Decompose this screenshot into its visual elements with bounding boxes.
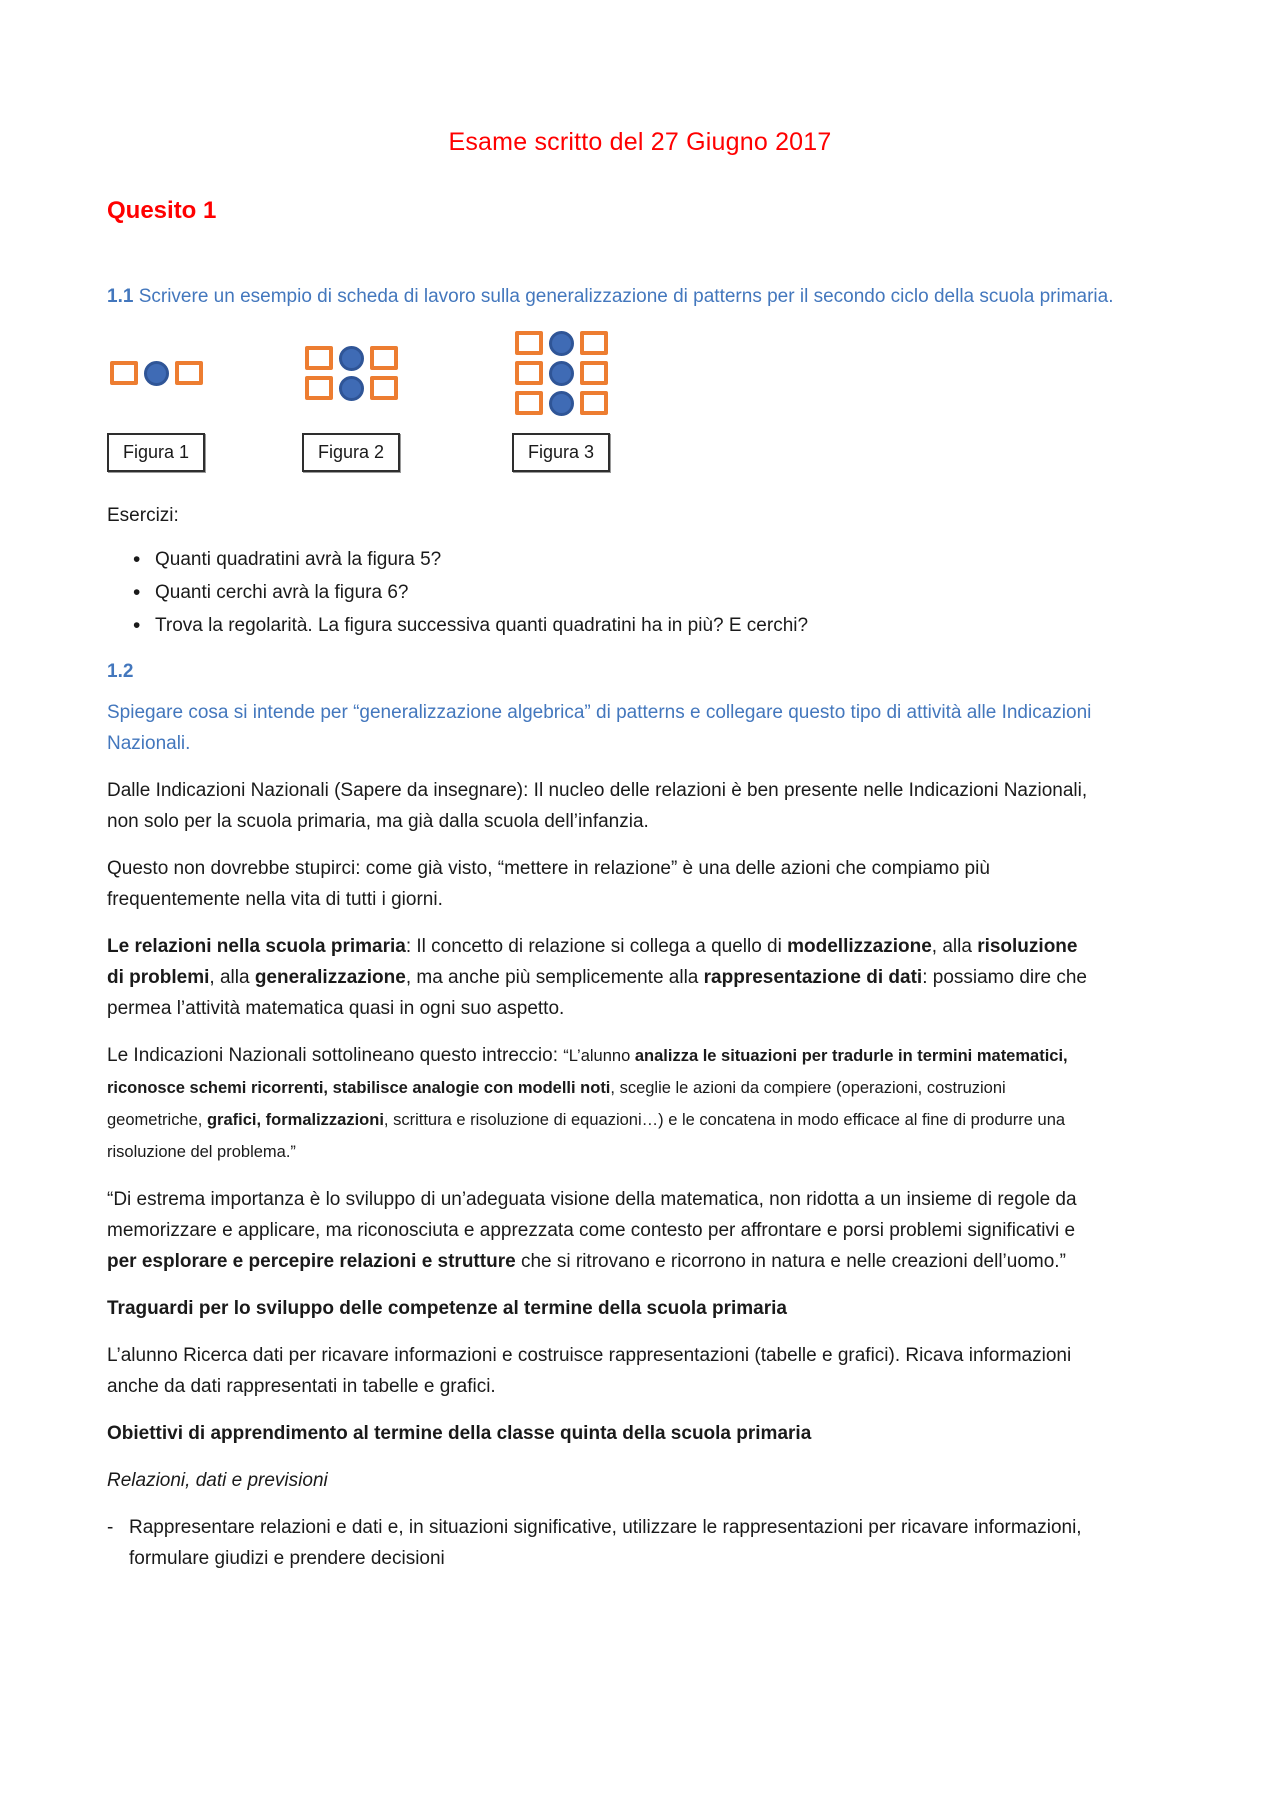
heading-obiettivi — [107, 1418, 1099, 1449]
figure-1-label: Figura 1 — [107, 433, 205, 472]
square-shape — [175, 361, 203, 385]
text-segment: per esplorare e percepire relazioni e strutture — [107, 1251, 516, 1272]
text-segment: modellizzazione — [787, 936, 932, 957]
esercizi-list — [133, 543, 1280, 642]
figure-2 — [302, 328, 400, 472]
circle-shape — [549, 391, 574, 416]
dash-marker: - — [107, 1517, 114, 1538]
figure-1 — [107, 328, 205, 472]
square-shape — [580, 331, 608, 355]
square-shape — [305, 346, 333, 370]
para-alunno-ricerca — [107, 1340, 1099, 1402]
figure-3-shapes — [515, 328, 608, 418]
para-intreccio — [107, 1040, 1099, 1168]
figure-row — [305, 346, 398, 371]
square-shape — [580, 391, 608, 415]
text-segment: Questo non dovrebbe stupirci: come già visto, “mettere in relazione” è una delle azioni che compiamo più frequentemente nella vita di tutti i giorni. — [107, 858, 990, 910]
text-segment: Le Indicazioni Nazionali sottolineano questo intreccio: — [107, 1045, 564, 1066]
quesito-heading: Quesito 1 — [107, 197, 217, 224]
circle-shape — [144, 361, 169, 386]
figure-row — [110, 361, 203, 386]
text-segment: Relazioni, dati e previsioni — [107, 1470, 328, 1491]
text-segment: risoluzione di problemi — [107, 936, 1078, 988]
square-shape — [515, 361, 543, 385]
circle-shape — [549, 361, 574, 386]
para-di-estrema-importanza — [107, 1184, 1099, 1277]
heading-relazioni-dati-previsioni — [107, 1465, 1099, 1496]
esercizi-item-3: • Trova la regolarità. La figura successiva quanti quadratini ha in più? E cerchi? — [133, 609, 1280, 642]
section-1-2-label: 1.2 — [107, 661, 134, 682]
dash-content — [129, 1512, 1099, 1574]
figure-row — [305, 376, 398, 401]
section-1-1 — [107, 281, 1145, 312]
figure-2-label: Figura 2 — [302, 433, 400, 472]
text-segment: grafici, formalizzazioni — [206, 1111, 384, 1129]
text-segment: , scrittura e risoluzione di equazioni…) e le concatena in modo efficace al fine di produrre una risoluzione del problema.” — [107, 1111, 1066, 1161]
figure-1-shapes — [110, 328, 203, 418]
figure-3 — [512, 328, 610, 472]
circle-shape — [339, 376, 364, 401]
section-1-2-text: Spiegare cosa si intende per “generalizzazione algebrica” di patterns e collegare questo tipo di attività alle Indicazioni Nazionali. — [107, 702, 1092, 754]
square-shape — [515, 391, 543, 415]
square-shape — [515, 331, 543, 355]
section-1-1-label: 1.1 — [107, 286, 134, 307]
esercizi-item-2: • Quanti cerchi avrà la figura 6? — [133, 576, 1280, 609]
esercizi-heading: Esercizi: — [107, 505, 179, 526]
item-rappresentare-relazioni — [107, 1512, 1099, 1574]
text-segment: Le relazioni nella scuola primaria — [107, 936, 406, 957]
text-segment: “L’alunno — [563, 1047, 635, 1065]
text-segment: “Di estrema importanza è lo sviluppo di un’adeguata visione della matematica, non ridotta a un insieme di regole da memorizzare e applicare, ma riconosciuta e apprezzata come contesto per affrontare e porsi problemi significativi e — [107, 1189, 1077, 1241]
section-1-1-text: Scrivere un esempio di scheda di lavoro sulla generalizzazione di patterns per il secondo ciclo della scuola primaria. — [133, 286, 1114, 307]
figure-3-label: Figura 3 — [512, 433, 610, 472]
text-segment: generalizzazione — [254, 967, 406, 988]
square-shape — [305, 376, 333, 400]
text-segment: Obiettivi di apprendimento al termine della classe quinta della scuola primaria — [107, 1423, 812, 1444]
figure-2-shapes — [305, 328, 398, 418]
esercizi-item-1: • Quanti quadratini avrà la figura 5? — [133, 543, 1280, 576]
text-segment: , ma anche più semplicemente alla — [405, 967, 704, 988]
para-questo-non-dovrebbe — [107, 853, 1099, 915]
heading-traguardi — [107, 1293, 1099, 1324]
document-paragraphs — [107, 775, 1280, 1574]
pattern-figures — [107, 328, 1099, 476]
square-shape — [370, 346, 398, 370]
text-segment: Rappresentare relazioni e dati e, in situazioni significative, utilizzare le rappresentazioni per ricavare informazioni, formulare giudizi e prendere decisioni — [129, 1517, 1082, 1569]
text-segment: che si ritrovano e ricorrono in natura e nelle creazioni dell’uomo.” — [515, 1251, 1066, 1272]
text-segment: : Il concetto di relazione si collega a quello di — [405, 936, 788, 957]
text-segment: : possiamo dire che permea l’attività matematica quasi in ogni suo aspetto. — [107, 967, 1087, 1019]
text-segment: , sceglie le azioni da compiere (operazioni, costruzioni geometriche, — [107, 1079, 1006, 1129]
text-segment: L’alunno Ricerca dati per ricavare informazioni e costruisce rappresentazioni (tabelle e grafici). Ricava informazioni anche da dati rappresentati in tabelle e grafici. — [107, 1345, 1072, 1397]
text-segment: rappresentazione di dati — [703, 967, 923, 988]
figure-row — [515, 391, 608, 416]
circle-shape — [339, 346, 364, 371]
circle-shape — [549, 331, 574, 356]
para-dalle-indicazioni — [107, 775, 1099, 837]
text-segment: , alla — [209, 967, 255, 988]
figure-row — [515, 361, 608, 386]
square-shape — [370, 376, 398, 400]
text-segment: analizza le situazioni per tradurle in termini matematici, riconosce schemi ricorrenti, stabilisce analogie con modelli noti — [107, 1047, 1068, 1097]
text-segment: Traguardi per lo sviluppo delle competenze al termine della scuola primaria — [107, 1298, 787, 1319]
figure-row — [515, 331, 608, 356]
text-segment: , alla — [931, 936, 978, 957]
document-title: Esame scritto del 27 Giugno 2017 — [448, 128, 832, 156]
square-shape — [110, 361, 138, 385]
text-segment: Dalle Indicazioni Nazionali (Sapere da insegnare): Il nucleo delle relazioni è ben presente nelle Indicazioni Nazionali, non solo per la scuola primaria, ma già dalla scuola dell’infanzia. — [107, 780, 1088, 832]
para-le-relazioni — [107, 931, 1099, 1024]
square-shape — [580, 361, 608, 385]
